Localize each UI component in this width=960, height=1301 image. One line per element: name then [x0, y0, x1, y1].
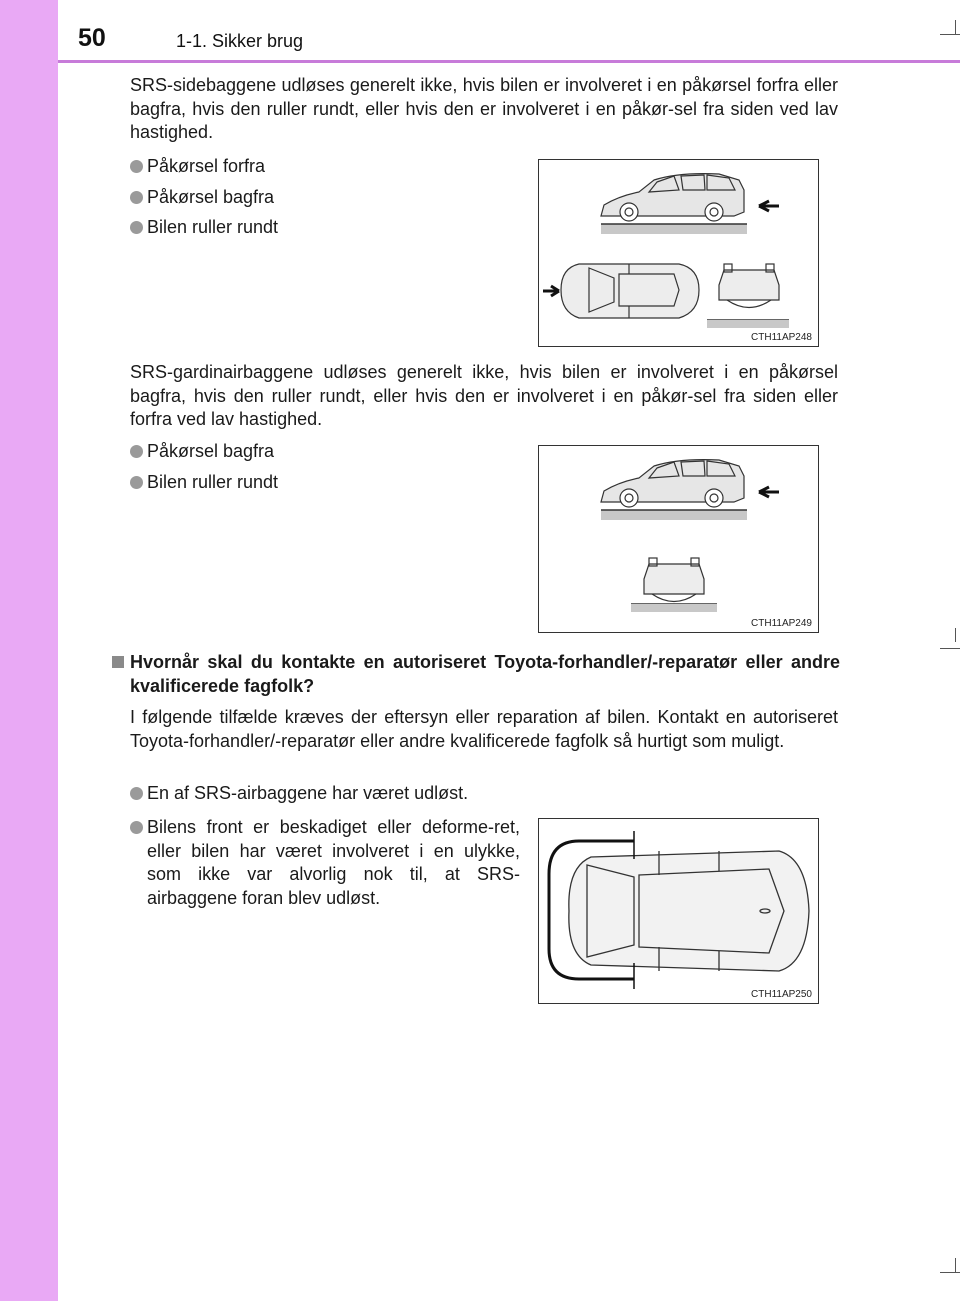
- crop-mark: [940, 648, 960, 649]
- list-inspection-cases: [130, 782, 840, 806]
- list-item: Bilen ruller rundt: [130, 471, 510, 495]
- list-side-airbags: [130, 155, 510, 240]
- list-item: Påkørsel bagfra: [130, 440, 510, 464]
- list-item: Påkørsel bagfra: [130, 186, 510, 210]
- page-number: 50: [78, 24, 106, 52]
- paragraph-inspection: I følgende tilfælde kræves der eftersyn eller reparation af bilen. Kontakt en autoriseret Toyota-forhandler/-reparatør eller andre kvalificerede fagfolk så hurtigt som muligt.: [130, 707, 838, 751]
- list-curtain-airbags: [130, 440, 510, 494]
- figure-code: CTH11AP250: [751, 989, 812, 1000]
- crop-mark: [940, 34, 960, 35]
- paragraph-curtain-airbags: SRS-gardinairbaggene udløses generelt ikke, hvis bilen er involveret i en påkørsel bagfra, hvis den ruller rundt, eller hvis den er involveret i en påkør-sel fra siden eller forfra ved lav hastighed.: [130, 362, 838, 429]
- list-item: Bilens front er beskadiget eller deforme-ret, eller bilen har været involveret i en ulykke, som ikke var alvorlig nok til, at SRS-airbaggene foran blev udløst.: [130, 816, 520, 910]
- crop-mark: [955, 1258, 956, 1272]
- figure-front-damage: [538, 818, 819, 1004]
- list-item: En af SRS-airbaggene har været udløst.: [130, 782, 840, 806]
- car-collision-illustration: [539, 446, 818, 632]
- paragraph-side-airbags: SRS-sidebaggene udløses generelt ikke, hvis bilen er involveret i en påkørsel forfra eller bagfra, hvis den ruller rundt, eller hvis den er involveret i en påkør-sel fra siden ved lav hastighed.: [130, 75, 838, 142]
- side-color-strip: [0, 0, 58, 1301]
- header-rule: [58, 60, 960, 63]
- bullet-dot-icon: [130, 476, 143, 489]
- bullet-dot-icon: [130, 160, 143, 173]
- bullet-dot-icon: [130, 787, 143, 800]
- section-title: 1-1. Sikker brug: [176, 31, 304, 51]
- figure-side-airbag-cases: [538, 159, 819, 347]
- crop-mark: [940, 1272, 960, 1273]
- figure-curtain-airbag-cases: [538, 445, 819, 633]
- crop-mark: [955, 20, 956, 34]
- figure-code: CTH11AP248: [751, 332, 812, 343]
- list-item: Påkørsel forfra: [130, 155, 510, 179]
- bullet-dot-icon: [130, 191, 143, 204]
- car-collision-illustration: [539, 160, 818, 346]
- list-inspection-cases-2: [130, 816, 520, 910]
- crop-mark: [955, 628, 956, 642]
- list-item: Bilen ruller rundt: [130, 216, 510, 240]
- section-heading: Hvornår skal du kontakte en autoriseret Toyota-forhandler/-reparatør eller andre kvalificerede fagfolk?: [112, 651, 840, 698]
- bullet-dot-icon: [130, 445, 143, 458]
- bullet-dot-icon: [130, 221, 143, 234]
- bullet-dot-icon: [130, 821, 143, 834]
- car-top-view-illustration: [539, 819, 818, 1003]
- heading-square-icon: [112, 656, 124, 668]
- figure-code: CTH11AP249: [751, 618, 812, 629]
